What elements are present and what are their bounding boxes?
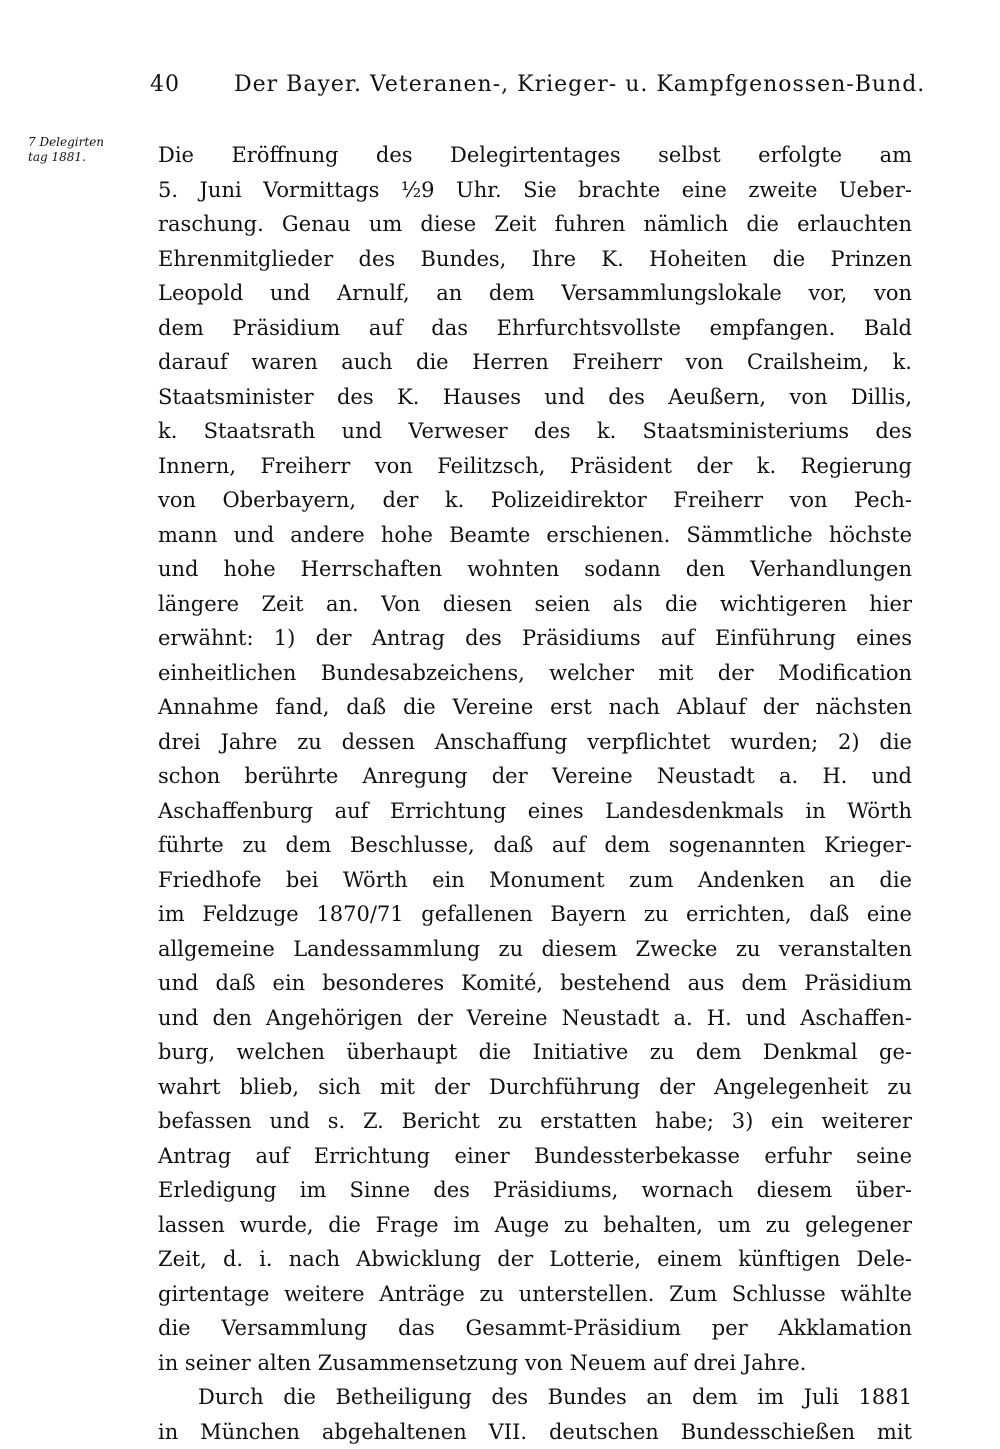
text-line: girtentage weitere Anträge zu unterstellen. Zum Schlusse wählte	[158, 1277, 912, 1312]
text-line: erwähnt: 1) der Antrag des Präsidiums auf Einführung eines	[158, 621, 912, 656]
text-line: Friedhofe bei Wörth ein Monument zum Andenken an die	[158, 863, 912, 898]
text-line: mann und andere hohe Beamte erschienen. Sämmtliche höchste	[158, 518, 912, 553]
running-head	[150, 72, 910, 108]
text-line: allgemeine Landessammlung zu diesem Zwecke zu veranstalten	[158, 932, 912, 967]
text-line: einheitlichen Bundesabzeichens, welcher mit der Modification	[158, 656, 912, 691]
text-line: befassen und s. Z. Bericht zu erstatten habe; 3) ein weiterer	[158, 1104, 912, 1139]
text-line: Durch die Betheiligung des Bundes an dem im Juli 1881	[158, 1380, 912, 1415]
text-line: 5. Juni Vormittags ½9 Uhr. Sie brachte eine zweite Ueber-	[158, 173, 912, 208]
text-line: längere Zeit an. Von diesen seien als die wichtigeren hier	[158, 587, 912, 622]
text-line: burg, welchen überhaupt die Initiative zu dem Denkmal ge-	[158, 1035, 912, 1070]
margin-note-line: 7 Delegirten	[28, 135, 148, 150]
text-line: und hohe Herrschaften wohnten sodann den Verhandlungen	[158, 552, 912, 587]
text-line: Staatsminister des K. Hauses und des Aeußern, von Dillis,	[158, 380, 912, 415]
text-line: wahrt blieb, sich mit der Durchführung der Angelegenheit zu	[158, 1070, 912, 1105]
running-head-title: Der Bayer. Veteranen-, Krieger- u. Kampfgenossen-Bund.	[234, 72, 925, 97]
text-line: lassen wurde, die Frage im Auge zu behalten, um zu gelegener	[158, 1208, 912, 1243]
text-line: dem Präsidium auf das Ehrfurchtsvollste empfangen. Bald	[158, 311, 912, 346]
text-line: Zeit, d. i. nach Abwicklung der Lotterie, einem künftigen Dele-	[158, 1242, 912, 1277]
text-line: darauf waren auch die Herren Freiherr von Crailsheim, k.	[158, 345, 912, 380]
text-line: im Feldzuge 1870/71 gefallenen Bayern zu errichten, daß eine	[158, 897, 912, 932]
text-line: Annahme fand, daß die Vereine erst nach Ablauf der nächsten	[158, 690, 912, 725]
text-line: Aschaffenburg auf Errichtung eines Landesdenkmals in Wörth	[158, 794, 912, 829]
text-line: k. Staatsrath und Verweser des k. Staatsministeriums des	[158, 414, 912, 449]
text-line: und den Angehörigen der Vereine Neustadt a. H. und Aschaffen-	[158, 1001, 912, 1036]
text-line: Leopold und Arnulf, an dem Versammlungslokale vor, von	[158, 276, 912, 311]
text-line: von Oberbayern, der k. Polizeidirektor Freiherr von Pech-	[158, 483, 912, 518]
text-line: Erledigung im Sinne des Präsidiums, wornach diesem über-	[158, 1173, 912, 1208]
text-line: Innern, Freiherr von Feilitzsch, Präsident der k. Regierung	[158, 449, 912, 484]
text-line: drei Jahre zu dessen Anschaffung verpflichtet wurden; 2) die	[158, 725, 912, 760]
text-line: die Versammlung das Gesammt-Präsidium per Akklamation	[158, 1311, 912, 1346]
text-line: schon berührte Anregung der Vereine Neustadt a. H. und	[158, 759, 912, 794]
text-line: und daß ein besonderes Komité, bestehend aus dem Präsidium	[158, 966, 912, 1001]
page-number: 40	[150, 72, 180, 97]
text-line: raschung. Genau um diese Zeit fuhren nämlich die erlauchten	[158, 207, 912, 242]
body-text	[158, 138, 912, 1449]
margin-note	[28, 135, 148, 165]
text-line: Ehrenmitglieder des Bundes, Ihre K. Hoheiten die Prinzen	[158, 242, 912, 277]
text-line: in seiner alten Zusammensetzung von Neuem auf drei Jahre.	[158, 1346, 912, 1381]
text-line: führte zu dem Beschlusse, daß auf dem sogenannten Krieger-	[158, 828, 912, 863]
text-line: Die Eröffnung des Delegirtentages selbst erfolgte am	[158, 138, 912, 173]
text-line: Antrag auf Errichtung einer Bundessterbekasse erfuhr seine	[158, 1139, 912, 1174]
text-line: in München abgehaltenen VII. deutschen Bundesschießen mit	[158, 1415, 912, 1449]
margin-note-line: tag 1881.	[28, 150, 148, 165]
